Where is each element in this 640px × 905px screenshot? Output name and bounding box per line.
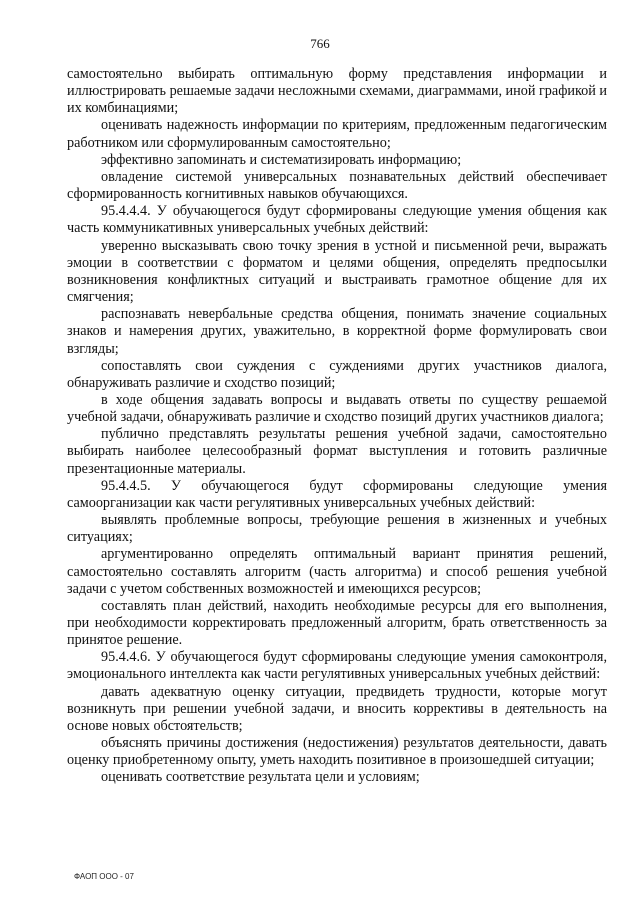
paragraph: публично представлять результаты решения учебной задачи, самостоятельно выбирать наиболее целесообразный формат выступления и готовить различные презентационные материалы. <box>67 426 607 477</box>
section-heading-95-4-4-6: 95.4.4.6. У обучающегося будут сформированы следующие умения самоконтроля, эмоционального интеллекта как части регулятивных универсальных учебных действий: <box>67 649 607 683</box>
paragraph: самостоятельно выбирать оптимальную форму представления информации и иллюстрировать решаемые задачи несложными схемами, диаграммами, иной графикой и их комбинациями; <box>67 66 607 117</box>
paragraph: в ходе общения задавать вопросы и выдавать ответы по существу решаемой учебной задачи, обнаруживать различие и сходство позиций других участников диалога; <box>67 391 607 426</box>
paragraph: выявлять проблемные вопросы, требующие решения в жизненных и учебных ситуациях; <box>67 512 607 546</box>
paragraph: аргументированно определять оптимальный вариант принятия решений, самостоятельно составлять алгоритм (часть алгоритма) и способ решения учебной задачи с учетом собственных возможностей и имеющихся ресурсов; <box>67 546 607 597</box>
paragraph: овладение системой универсальных познавательных действий обеспечивает сформированность когнитивных навыков обучающихся. <box>67 168 607 203</box>
paragraph: оценивать надежность информации по критериям, предложенным педагогическим работником или сформулированным самостоятельно; <box>67 117 607 151</box>
paragraph: уверенно высказывать свою точку зрения в устной и письменной речи, выражать эмоции в соответствии с форматом и целями общения, определять предпосылки возникновения конфликтных ситуаций и выстраивать грамотное общение для их смягчения; <box>67 237 607 306</box>
paragraph: оценивать соответствие результата цели и условиям; <box>101 769 420 786</box>
document-body <box>67 66 607 787</box>
footer-document-code: ФАОП ООО - 07 <box>74 872 134 881</box>
paragraph: сопоставлять свои суждения с суждениями других участников диалога, обнаруживать различие и сходство позиций; <box>67 357 607 391</box>
section-heading-95-4-4-4: 95.4.4.4. У обучающегося будут сформированы следующие умения общения как часть коммуникативных универсальных учебных действий: <box>67 203 607 237</box>
page-number: 766 <box>310 36 330 51</box>
paragraph: объяснять причины достижения (недостижения) результатов деятельности, давать оценку приобретенному опыту, уметь находить позитивное в произошедшей ситуации; <box>67 735 607 769</box>
paragraph: составлять план действий, находить необходимые ресурсы для его выполнения, при необходимости корректировать предложенный алгоритм, брать ответственность за принятое решение. <box>67 597 607 649</box>
paragraph: давать адекватную оценку ситуации, предвидеть трудности, которые могут возникнуть при решении учебной задачи, и вносить коррективы в деятельность на основе новых обстоятельств; <box>67 683 607 734</box>
paragraph: распознавать невербальные средства общения, понимать значение социальных знаков и намерения других, уважительно, в корректной форме формулировать свои взгляды; <box>67 306 607 357</box>
paragraph: эффективно запоминать и систематизировать информацию; <box>101 151 462 168</box>
section-heading-95-4-4-5: 95.4.4.5. У обучающегося будут сформированы следующие умения самоорганизации как части регулятивных универсальных учебных действий: <box>67 477 607 511</box>
